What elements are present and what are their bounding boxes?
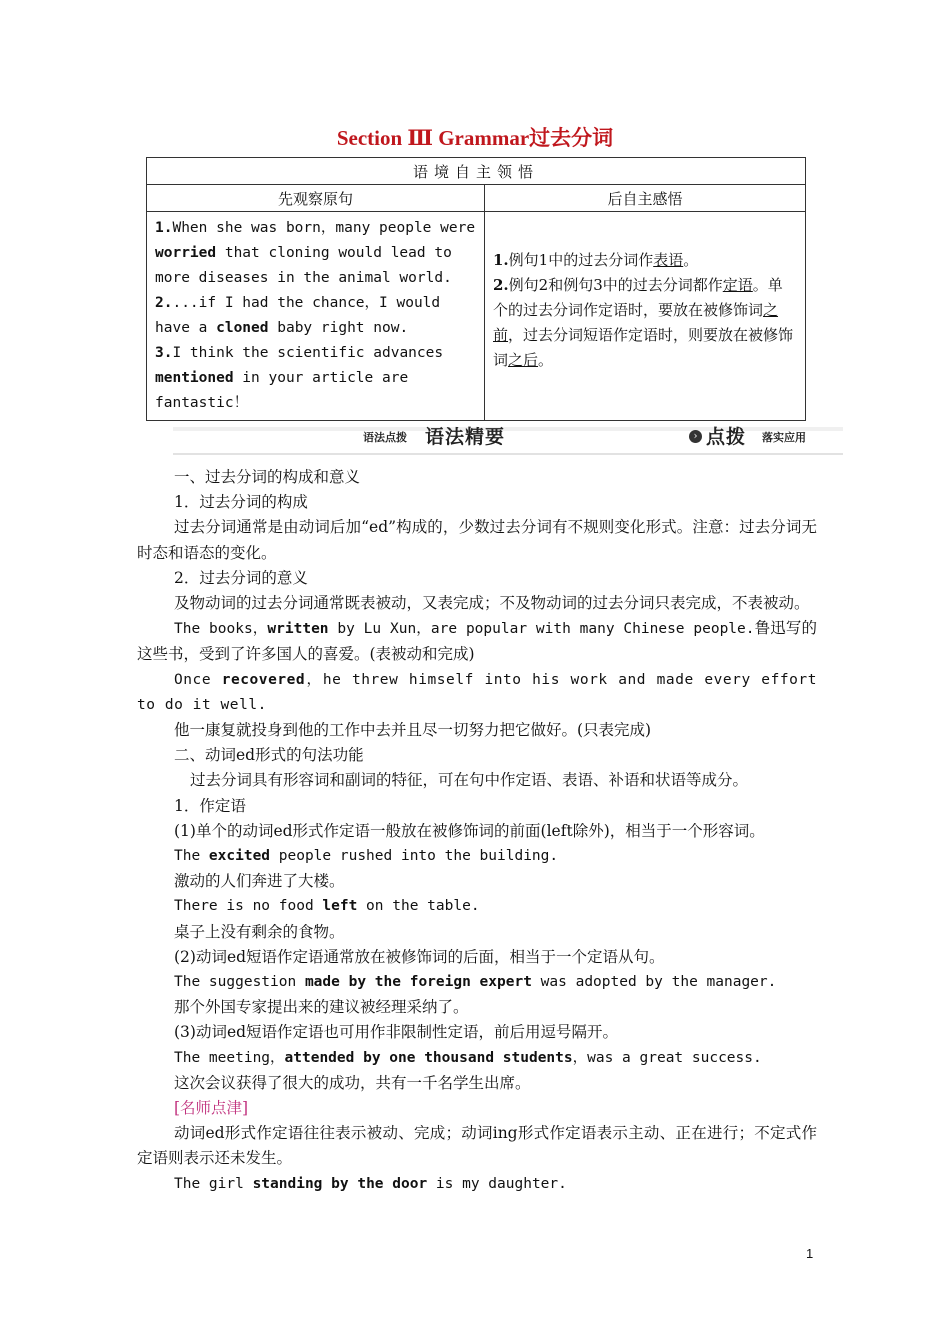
subheading: 2．过去分词的意义 [174,568,308,587]
teacher-tip-label: [名师点津] [174,1099,249,1118]
insight-1: 1.例句1中的过去分词作表语。 [493,251,699,269]
banner-main-2: 点拨 [706,426,747,448]
example-3: 3.I think the scientific advances mentioned in your article are fantastic！ [155,345,444,411]
banner-left-label: 语法点拨 [363,431,407,444]
example-sentence: The meeting，attended by one thousand students，was a great success. [174,1049,762,1066]
translation: 他一康复就投身到他的工作中去并且尽一切努力把它做好。(只表完成) [174,721,652,740]
example-paragraph: The books，written by Lu Xun，are popular with many Chinese people.鲁迅写的这些书，受到了许多国人的喜爱。(表被动和完成) [137,619,817,664]
subheading: 1．过去分词的构成 [174,493,308,512]
translation: 那个外国专家提出来的建议被经理采纳了。 [174,998,469,1017]
section-heading-2: 二、动词ed形式的句法功能 [174,746,364,765]
section-banner [173,421,843,455]
example-sentence: The excited people rushed into the building. [174,848,559,865]
example-sentence: There is no food left on the table. [174,898,480,915]
page-number: 1 [806,1246,814,1261]
section-heading-1: 一、过去分词的构成和意义 [174,468,361,486]
subheading: 1．作定语 [174,796,246,815]
paragraph: 过去分词通常是由动词后加“ed”构成的，少数过去分词有不规则变化形式。注意：过去分词无时态和语态的变化。 [137,518,817,562]
arrow-icon: › [689,430,702,443]
example-sentences [147,212,485,421]
page-title: Section Ⅲ Grammar过去分词 [336,126,614,150]
translation: 激动的人们奔进了大楼。 [174,872,345,891]
example-sentence: The girl standing by the door is my daughter. [174,1175,567,1192]
insight-notes [485,212,806,421]
translation: 桌子上没有剩余的食物。 [174,922,345,941]
main-content [137,465,817,1197]
paragraph: 动词ed形式作定语往往表示被动、完成；动词ing形式作定语表示主动、正在进行；不定式作定语则表示还未发生。 [137,1124,817,1168]
rule: (2)动词ed短语作定语通常放在被修饰词的后面，相当于一个定语从句。 [174,947,665,966]
paragraph: 及物动词的过去分词通常既表被动，又表完成；不及物动词的过去分词只表完成，不表被动。 [174,594,810,613]
col-right-header: 后自主感悟 [485,185,806,212]
example-2: 2....if I had the chance，I would have a cloned baby right now. [155,295,441,336]
example-1: 1.When she was born，many people were worried that cloning would lead to more diseases in the animal world. [155,220,476,286]
translation: 这次会议获得了很大的成功，共有一千名学生出席。 [174,1073,531,1092]
table-header: 语境自主领悟 [147,158,806,185]
intro-table [146,157,806,421]
col-left-header: 先观察原句 [147,185,485,212]
banner-main-1: 语法精要 [425,426,506,448]
example-paragraph: Once recovered，he threw himself into his work and made every effort to do it well. [137,671,817,713]
paragraph: 过去分词具有形容词和副词的特征，可在句中作定语、表语、补语和状语等成分。 [190,771,749,790]
banner-right-label: 落实应用 [762,431,806,444]
insight-2: 2.例句2和例句3中的过去分词都作定语。单个的过去分词作定语时，要放在被修饰词之前，过去分词短语作定语时，则要放在被修饰词之后。 [493,276,794,369]
rule: (3)动词ed短语作定语也可用作非限制性定语，前后用逗号隔开。 [174,1023,619,1042]
rule: (1)单个的动词ed形式作定语一般放在被修饰词的前面(left除外)，相当于一个形容词。 [174,821,765,840]
example-sentence: The suggestion made by the foreign expert was adopted by the manager. [174,974,777,991]
